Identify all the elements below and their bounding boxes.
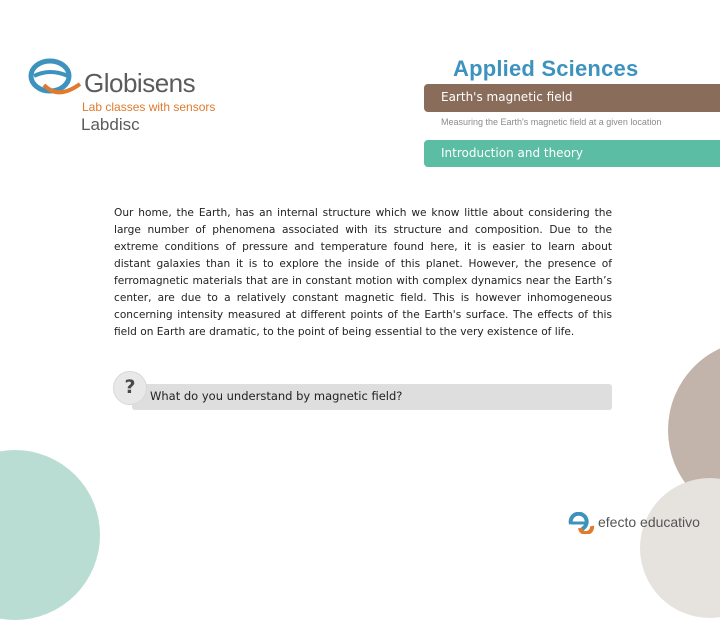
category-title: Applied Sciences: [453, 56, 639, 81]
logo-product: Labdisc: [81, 115, 140, 134]
globisens-logo: [28, 58, 228, 138]
page-subtitle: Measuring the Earth's magnetic field at a given location: [441, 117, 662, 127]
question-mark-icon: ?: [114, 372, 146, 404]
decorative-circle-light: [640, 478, 720, 618]
efecto-educativo-logo-icon: [568, 512, 594, 534]
decorative-circle-green: [0, 450, 100, 620]
efecto-educativo-logo: [568, 510, 708, 536]
page-title: Earth's magnetic field: [441, 90, 573, 104]
section-heading: Introduction and theory: [441, 146, 583, 160]
question-box: [132, 384, 612, 410]
question-text: What do you understand by magnetic field?: [150, 389, 403, 403]
logo-title: Globisens: [84, 68, 196, 98]
logo-tagline: Lab classes with sensors: [82, 100, 216, 114]
footer-brand: efecto educativo: [598, 514, 700, 530]
title-bar: [424, 84, 720, 112]
section-bar: [424, 140, 720, 167]
intro-paragraph: Our home, the Earth, has an internal structure which we know little about considering the large number of phenomena associated with its structure and composition. Due to the extreme conditions of pressure and temperature found here, it is easier to learn about distant galaxies than it is to explore the inside of this planet. However, the presence of ferromagnetic materials that are in constant motion with complex dynamics near the Earth’s center, are due to a relatively constant magnetic field. This is however inhomogeneous concerning intensity measured at different points of the Earth's surface. The effects of this field on Earth are dramatic, to the point of being essential to the very existence of life.: [114, 207, 612, 338]
globisens-logo-icon: [28, 58, 88, 118]
